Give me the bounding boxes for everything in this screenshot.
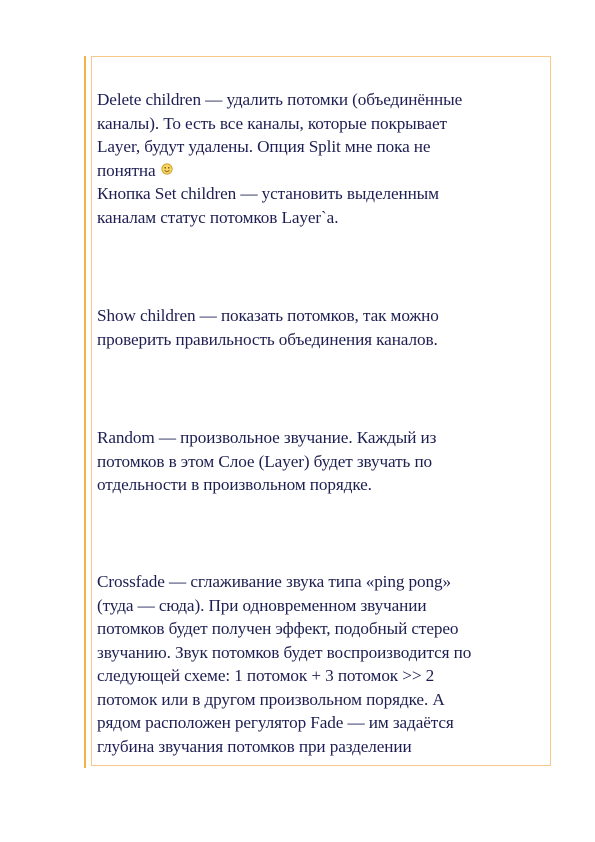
text-line: проверить правильность объединения каналов. bbox=[97, 329, 438, 349]
paragraph-crossfade bbox=[97, 570, 547, 758]
left-accent-bar bbox=[84, 56, 86, 768]
paragraph-delete-children bbox=[97, 88, 547, 182]
text-line: (туда — сюда). При одновременном звучании bbox=[97, 595, 427, 615]
text-line: Delete children — удалить потомки (объединённые bbox=[97, 90, 463, 109]
text-line: следующей схеме: 1 потомок + 3 потомок >> 2 bbox=[97, 666, 435, 685]
paragraph-random bbox=[97, 426, 547, 497]
text-line: Random — произвольное звучание. Каждый из bbox=[97, 428, 437, 447]
text-line: каналам статус потомков Layer`a. bbox=[97, 207, 339, 227]
text-line: звучанию. Звук потомков будет воспроизводится по bbox=[97, 642, 472, 662]
text-line: понятна bbox=[97, 160, 156, 180]
text-line: Кнопка Set children — установить выделенным bbox=[97, 184, 439, 203]
text-line: Layer, будут удалены. Опция Split мне пока не bbox=[97, 137, 431, 156]
text-line: глубина звучания потомков при разделении bbox=[97, 736, 412, 756]
paragraph-set-children bbox=[97, 182, 547, 229]
text-line: каналы). То есть все каналы, которые покрывает bbox=[97, 113, 447, 133]
text-line: потомков будет получен эффект, подобный стерео bbox=[97, 619, 459, 638]
text-line: потомок или в другом произвольном порядке. А bbox=[97, 689, 445, 709]
text-line: отдельности в произвольном порядке. bbox=[97, 475, 372, 494]
text-line-with-emoji bbox=[97, 159, 547, 183]
text-line: потомков в этом Слое (Layer) будет звучать по bbox=[97, 451, 433, 471]
text-line: Crossfade — сглаживание звука типа «ping pong» bbox=[97, 572, 452, 591]
smiley-icon bbox=[161, 163, 173, 175]
paragraph-show-children bbox=[97, 304, 547, 351]
text-line: Show children — показать потомков, так можно bbox=[97, 306, 439, 325]
text-line: рядом расположен регулятор Fade — им задаётся bbox=[97, 713, 454, 732]
